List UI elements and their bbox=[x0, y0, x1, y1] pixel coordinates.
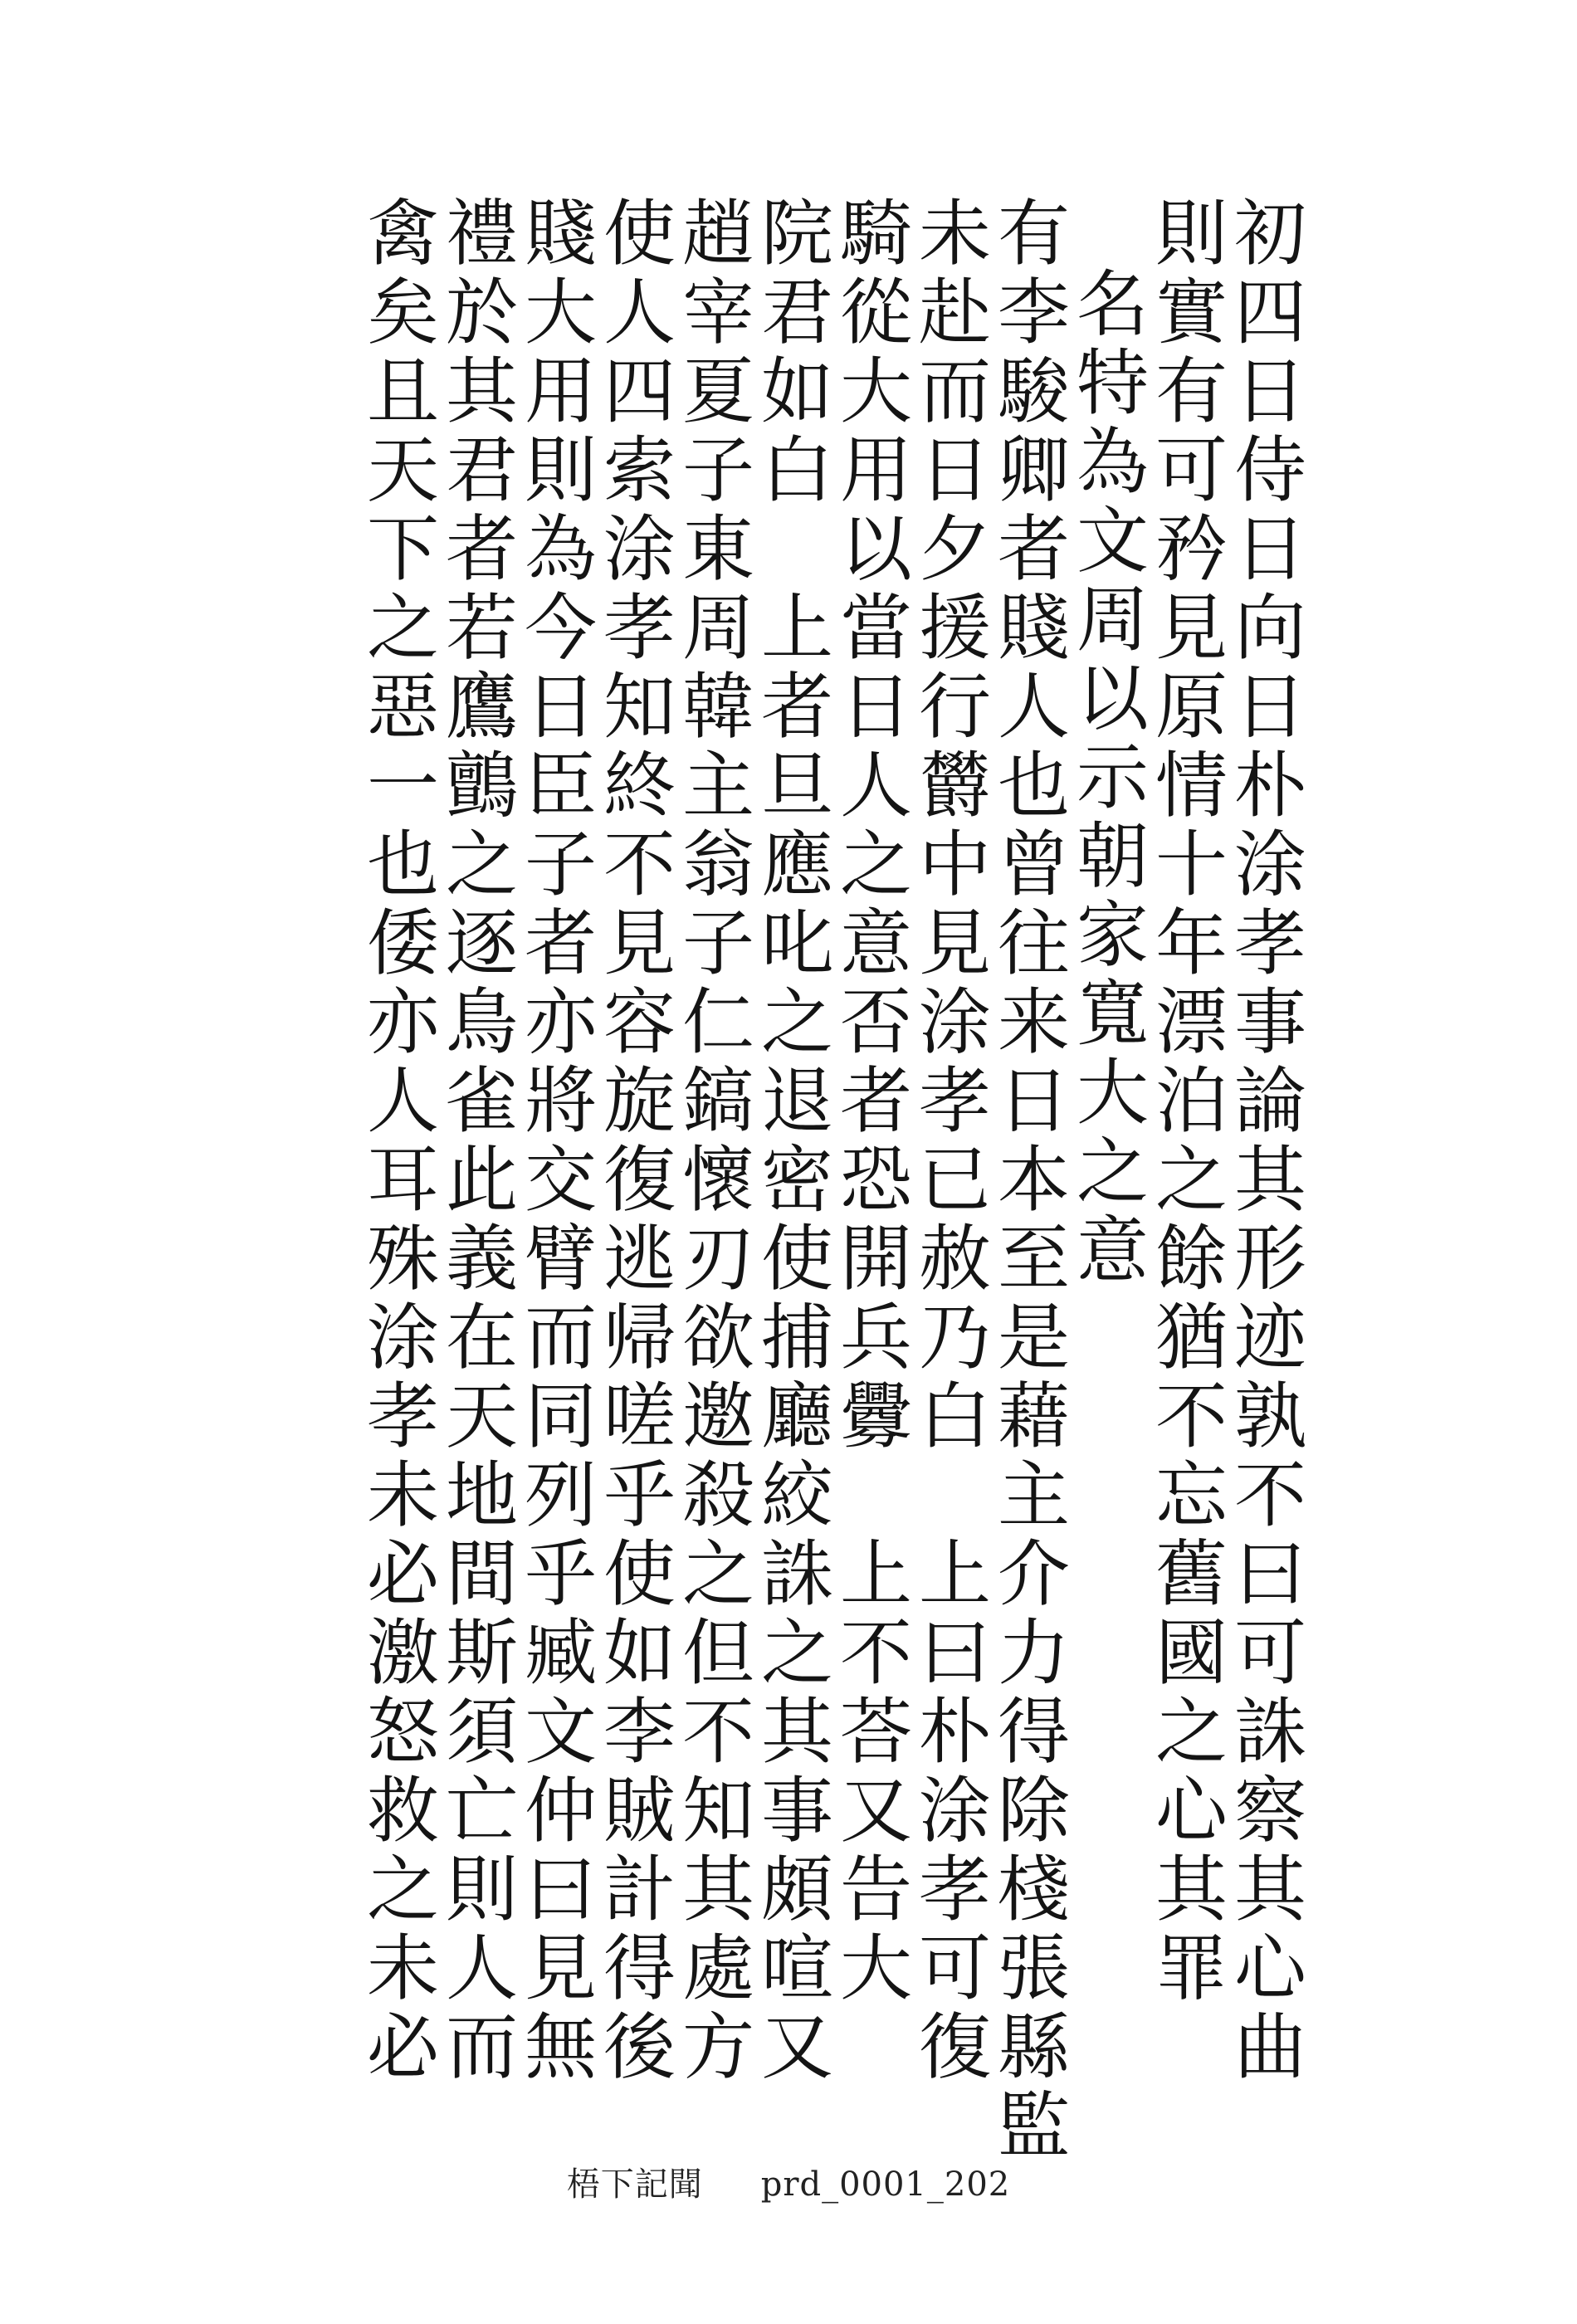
text-column: 名特為文周以示朝家寬大之意 bbox=[1064, 266, 1149, 1291]
text-column: 禽矣且天下之惡一也倭亦人耳殊涂孝未必激怒救之未必 bbox=[354, 195, 439, 2087]
page-footer bbox=[0, 2158, 1577, 2205]
source-title: 梧下記聞 bbox=[566, 2165, 703, 2204]
text-column: 趙宰夏子東周韓主翁子仁鎬懷刃欲邀殺之但不知其處方 bbox=[670, 195, 754, 2087]
manuscript-text bbox=[174, 195, 1306, 2166]
text-column: 則實有可矜見原情十年漂泊之餘猶不忘舊國之心其罪 bbox=[1143, 195, 1228, 2009]
text-column: 有李駿卿者賤人也曾往来日本至是藉主介力得除棧張縣監 bbox=[985, 195, 1070, 2166]
text-column: 初四日侍日向日朴涂孝事論其形迹孰不曰可誅察其心曲 bbox=[1222, 195, 1306, 2087]
text-column: 禮於其君者若鷹鸇之逐鳥雀此義在天地間斯須亡則人而 bbox=[433, 195, 518, 2087]
text-column: 未赴而日夕援行欝中見涂孝已赦乃白 上曰朴涂孝可復 bbox=[906, 195, 991, 2087]
text-column: 賤大用則為今日臣子者亦將交臂而同列乎臧文仲曰見無 bbox=[512, 195, 597, 2087]
page-id: prd_0001_202 bbox=[760, 2165, 1011, 2204]
text-column: 使人四索涂孝知終不見容旋復逃帰嗟乎使如李賊計得後 bbox=[591, 195, 676, 2087]
text-column: 院君如白 上者旦應叱之退密使捕廳絞誅之其事頗喧又 bbox=[749, 195, 833, 2087]
text-column: 騎從大用以當日人之意否者恐開兵釁 上不荅又告大 bbox=[828, 195, 912, 2009]
